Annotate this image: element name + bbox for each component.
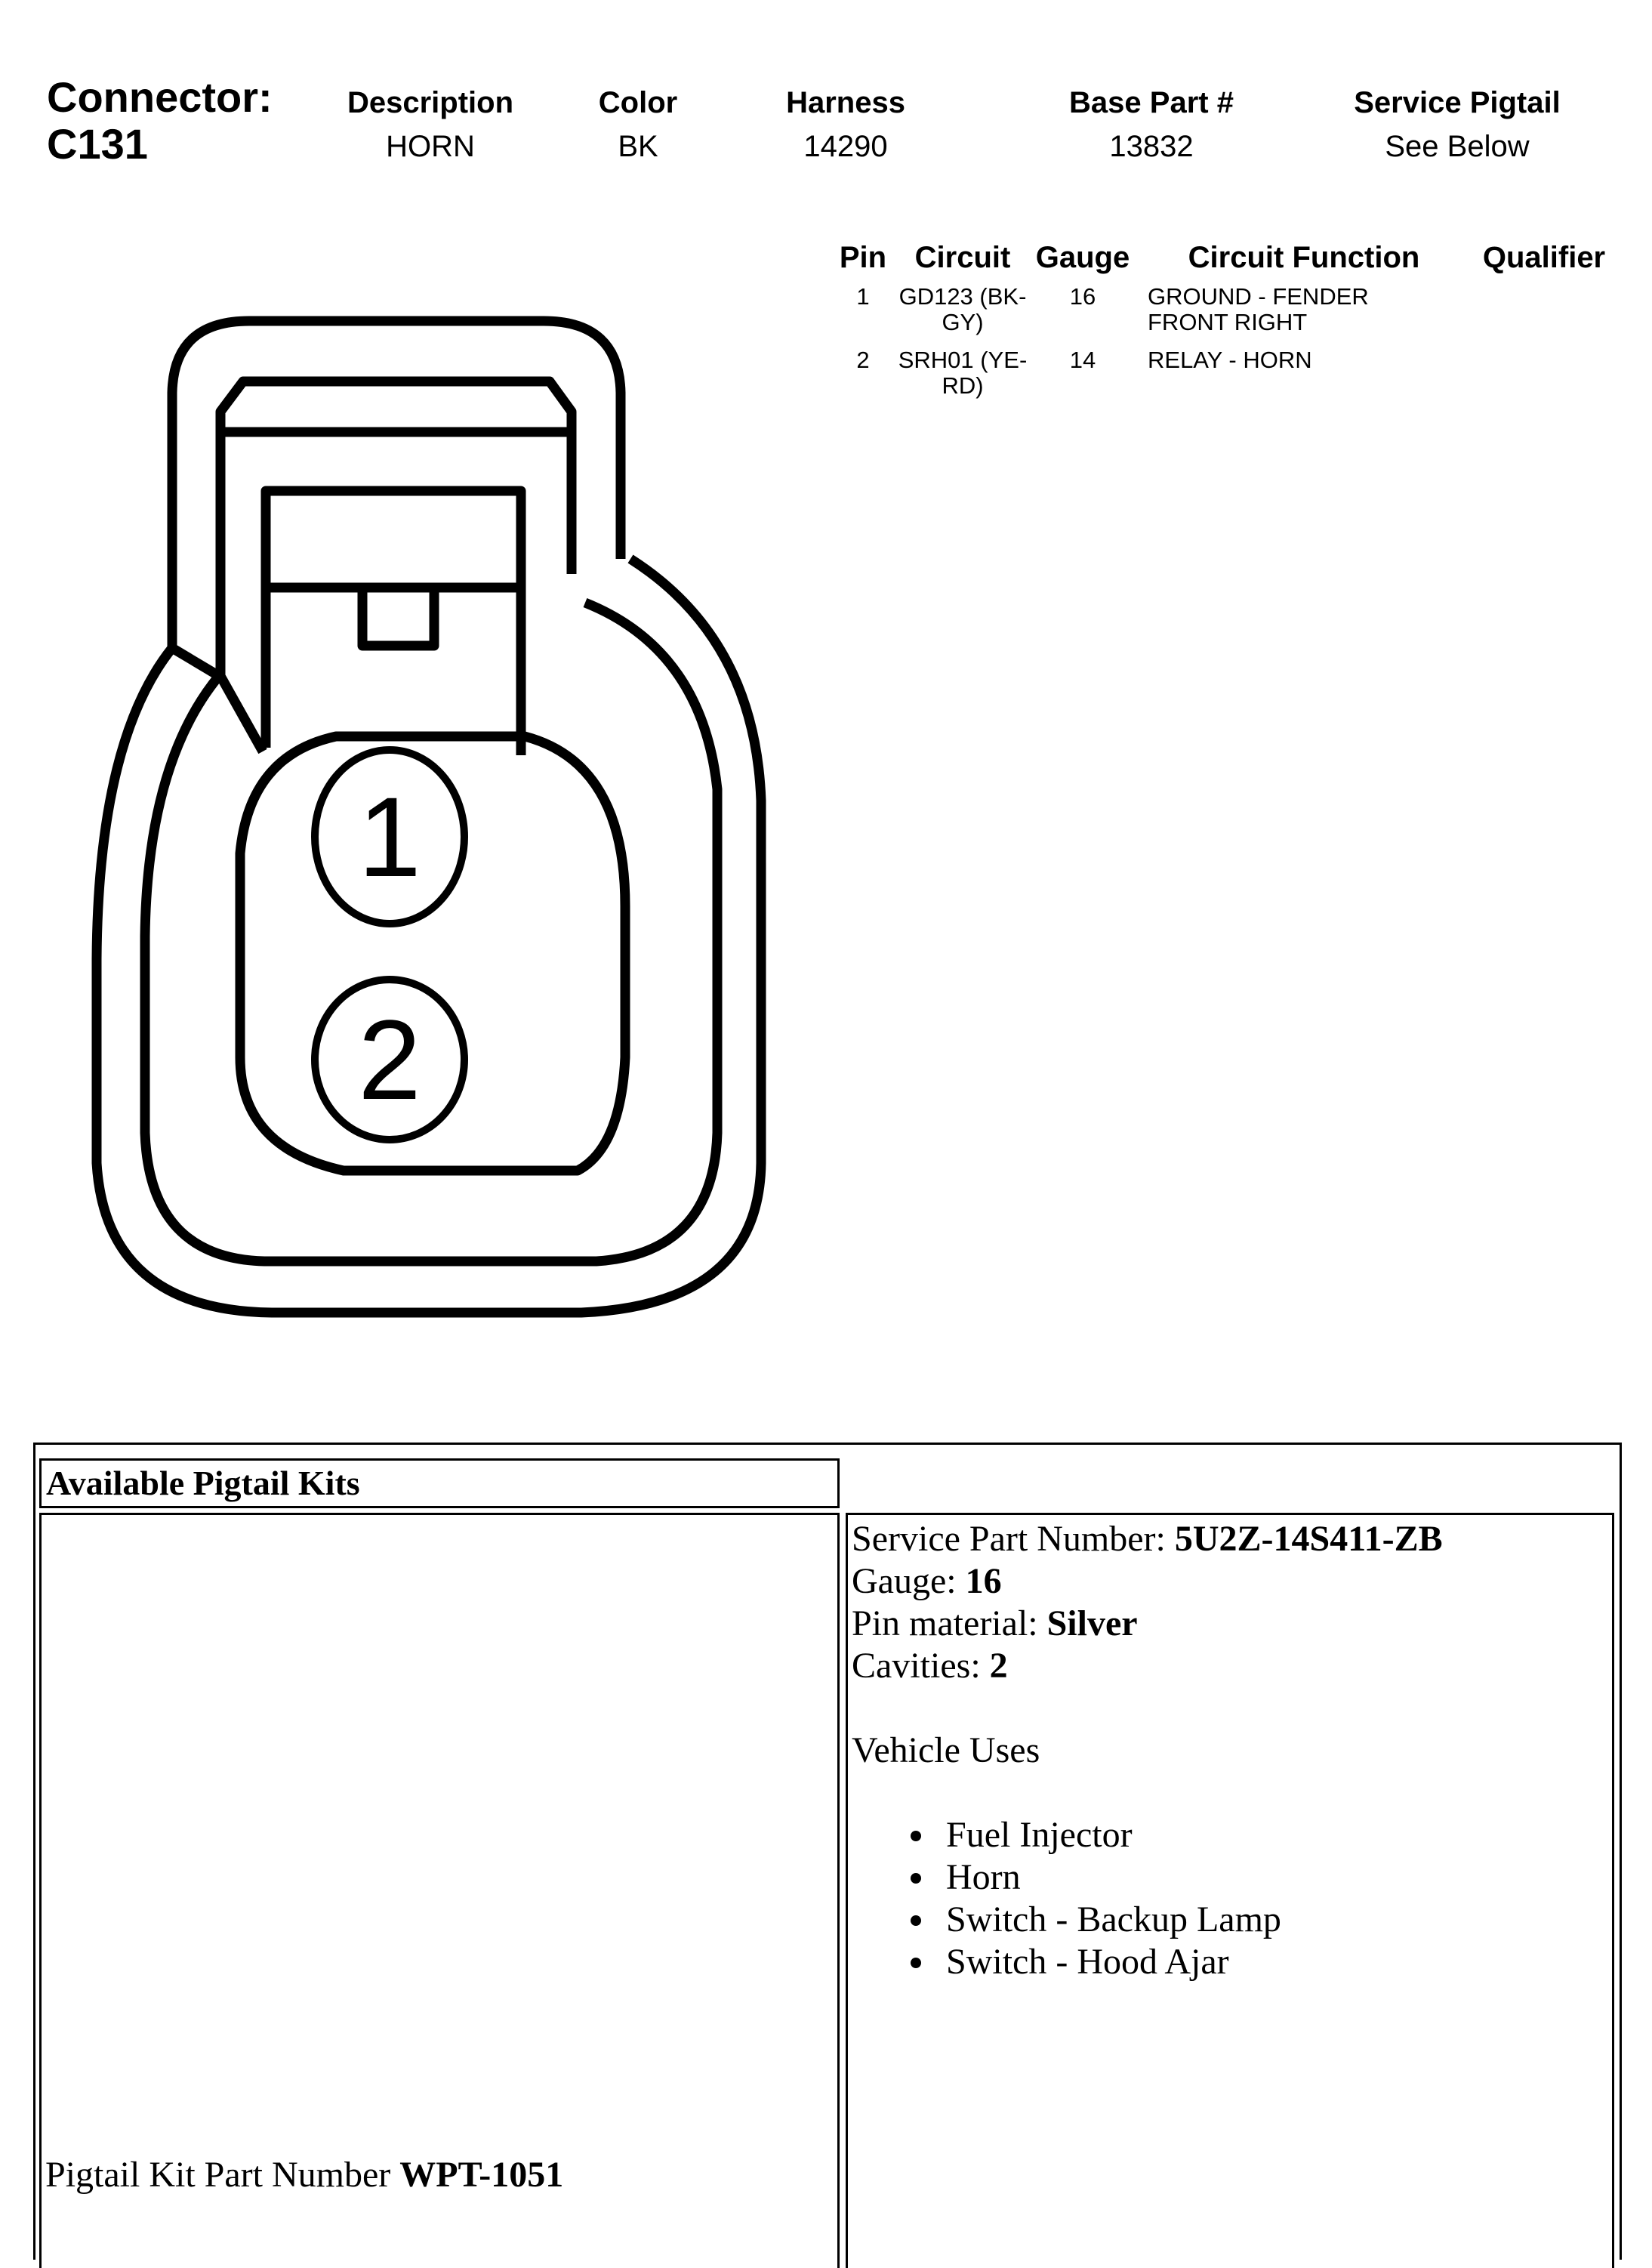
kit-part-number xyxy=(45,2154,563,2196)
latch-slot-outline xyxy=(266,491,521,755)
service-pigtail-value: See Below xyxy=(1385,130,1530,163)
pin-table-header xyxy=(831,240,1616,284)
function-header: Circuit Function xyxy=(1188,241,1420,274)
circuit-cell xyxy=(895,284,1030,347)
bullet-icon xyxy=(911,1831,921,1841)
table-row xyxy=(831,347,1616,411)
pin-header: Pin xyxy=(839,241,887,274)
bullet-icon xyxy=(911,1958,921,1968)
gauge-label: Gauge: xyxy=(852,1561,966,1601)
cavities-value: 2 xyxy=(989,1646,1008,1686)
color-value: BK xyxy=(618,130,658,163)
latch-left-leg xyxy=(220,432,263,751)
function-cell xyxy=(1136,284,1472,347)
cavities-label: Cavities: xyxy=(852,1646,990,1686)
vehicle-use-text: Switch - Hood Ajar xyxy=(946,1942,1229,1982)
bullet-icon xyxy=(911,1915,921,1926)
circuit-line: RD) xyxy=(942,372,984,399)
vehicle-use-text: Switch - Backup Lamp xyxy=(946,1899,1281,1939)
kit-part-value: WPT-1051 xyxy=(399,2155,564,2195)
connector-id: C131 xyxy=(47,120,148,168)
qualifier-cell xyxy=(1472,284,1616,347)
harness-value: 14290 xyxy=(803,130,888,163)
gauge-cell: 14 xyxy=(1069,347,1096,373)
circuit-header: Circuit xyxy=(914,241,1011,274)
service-pigtail-heading: Service Pigtail xyxy=(1354,86,1561,119)
vehicle-uses-list xyxy=(852,1814,1607,1983)
qualifier-cell xyxy=(1472,347,1616,411)
gauge-line xyxy=(852,1560,1607,1603)
vehicle-use-text: Fuel Injector xyxy=(946,1815,1133,1855)
circuit-line: SRH01 (YE- xyxy=(898,347,1028,373)
kit-part-label: Pigtail Kit Part Number xyxy=(45,2155,400,2195)
base-part-value: 13832 xyxy=(1109,130,1194,163)
service-part-label: Service Part Number: xyxy=(852,1519,1175,1559)
table-row xyxy=(831,284,1616,347)
connector-face-icon xyxy=(0,0,831,1375)
bullet-icon xyxy=(911,1873,921,1884)
pigtail-kits-heading: Available Pigtail Kits xyxy=(39,1458,840,1508)
spacer xyxy=(852,1687,1607,1730)
function-line: RELAY - HORN xyxy=(1148,347,1312,373)
service-part-value: 5U2Z-14S411-ZB xyxy=(1174,1519,1443,1559)
base-part-heading: Base Part # xyxy=(1069,86,1234,119)
pin-material-line xyxy=(852,1603,1607,1645)
body-outer-outline xyxy=(97,559,761,1313)
gauge-cell: 16 xyxy=(1069,283,1096,310)
description-heading: Description xyxy=(347,86,514,119)
pigtail-specs xyxy=(852,1518,1607,1983)
latch-left-outer xyxy=(172,648,219,676)
vehicle-uses-heading: Vehicle Uses xyxy=(852,1730,1040,1770)
pin-cavity-outline xyxy=(240,736,625,1171)
vehicle-use-text: Horn xyxy=(946,1857,1021,1897)
function-cell xyxy=(1136,347,1472,411)
latch-notch xyxy=(362,588,434,646)
base-part-column xyxy=(1042,85,1261,165)
circuit-line: GD123 (BK- xyxy=(898,283,1027,310)
harness-heading: Harness xyxy=(786,86,905,119)
pin-table xyxy=(831,240,1616,411)
gauge-header: Gauge xyxy=(1035,241,1130,274)
pin-2-label: 2 xyxy=(358,996,421,1123)
function-line: GROUND - FENDER xyxy=(1148,283,1369,310)
pin-cell: 2 xyxy=(856,347,870,373)
latch-outer-outline xyxy=(172,321,621,648)
list-item xyxy=(946,1856,1607,1899)
list-item xyxy=(946,1814,1607,1856)
pin-material-label: Pin material: xyxy=(852,1603,1047,1643)
cavities-line xyxy=(852,1645,1607,1687)
gauge-value: 16 xyxy=(965,1561,1002,1601)
circuit-cell xyxy=(895,347,1030,411)
pin-1-label: 1 xyxy=(358,773,421,900)
description-value: HORN xyxy=(386,130,475,163)
pin-material-value: Silver xyxy=(1046,1603,1138,1643)
color-heading: Color xyxy=(598,86,678,119)
pin-cell: 1 xyxy=(856,283,870,310)
service-part-line xyxy=(852,1518,1607,1560)
qualifier-header: Qualifier xyxy=(1482,241,1606,274)
list-item xyxy=(946,1899,1607,1941)
circuit-line: GY) xyxy=(942,309,984,335)
function-line: FRONT RIGHT xyxy=(1148,309,1308,335)
service-pigtail-column xyxy=(1329,85,1586,165)
list-item xyxy=(946,1941,1607,1983)
connector-label: Connector: xyxy=(47,73,273,121)
